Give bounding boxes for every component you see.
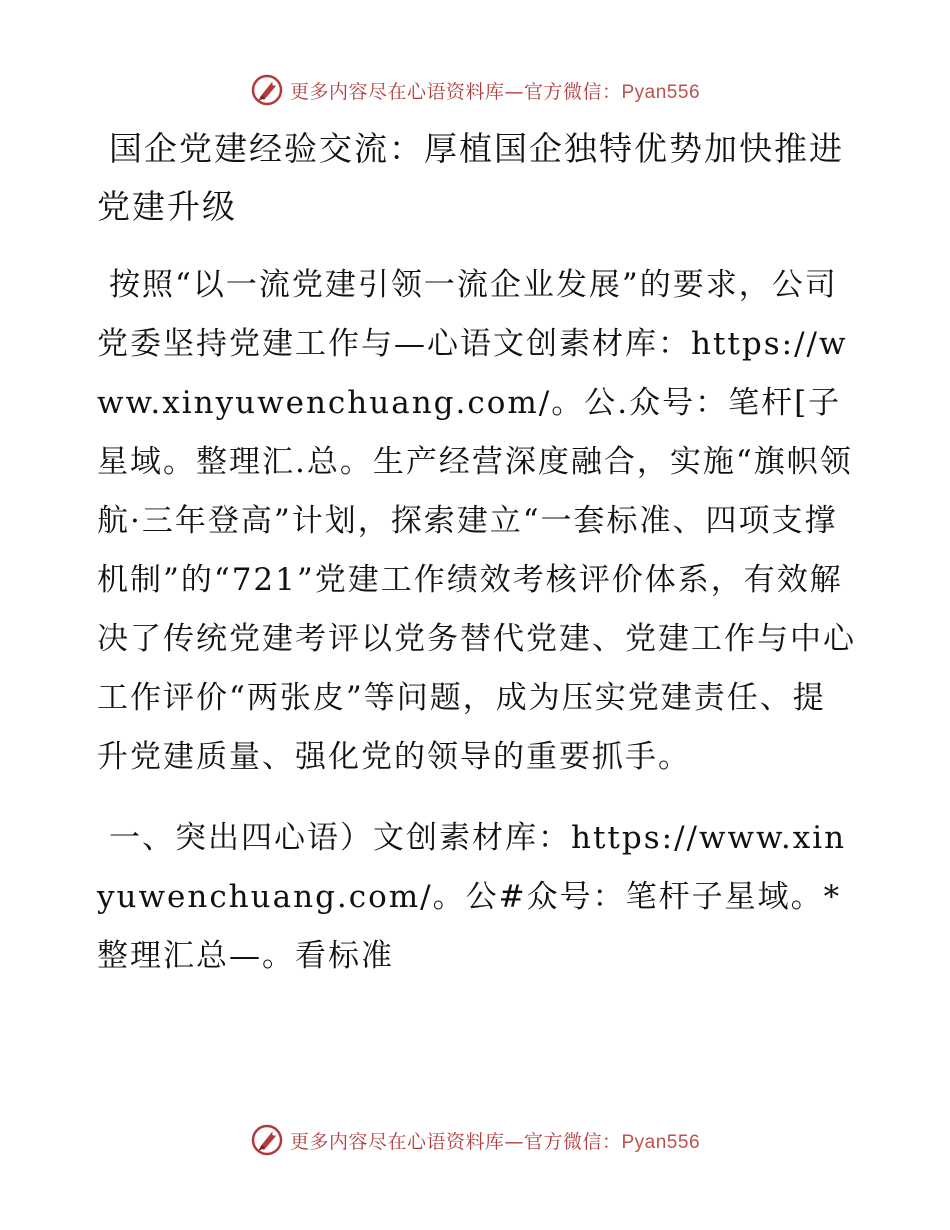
banner-handle: Pyan556 [621,81,701,103]
banner-label: 官方微信： [523,80,622,103]
footer-watermark-banner [0,1120,950,1160]
banner-text [290,1127,700,1154]
paragraph-section-one: 一、突出四心语）文创素材库：https://www.xinyuwenchuang.com/。公#众号：笔杆子星域。*整理汇总—。看标准 [97,820,847,974]
banner-slogan: 更多内容尽在心语资料库 [289,1130,505,1153]
banner-handle: Pyan556 [621,1131,701,1153]
banner-separator: — [504,80,524,103]
banner-slogan: 更多内容尽在心语资料库 [289,80,505,103]
header-watermark-banner [0,70,950,110]
document-title: 国企党建经验交流：厚植国企独特优势加快推进党建升级 [97,129,844,226]
pen-nib-logo-icon [250,73,284,107]
paragraph-intro: 按照“以一流党建引领一流企业发展”的要求，公司党委坚持党建工作与—心语文创素材库：https://www.xinyuwenchuang.com/。公.众号：笔杆[子星域。整理汇.总。生产经营深度融合，实施“旗帜领航·三年登高”计划，探索建立“一套标准、四项支撑机制”的“721”党建工作绩效考核评价体系，有效解决了传统党建考评以党务替代党建、党建工作与中心工作评价“两张皮”等问题，成为压实党建责任、提升党建质量、强化党的领导的重要抓手。 [97,267,856,775]
document-body [97,120,857,986]
banner-label: 官方微信： [523,1130,622,1153]
banner-separator: — [504,1130,524,1153]
banner-text [290,77,700,104]
pen-nib-logo-icon [250,1123,284,1157]
